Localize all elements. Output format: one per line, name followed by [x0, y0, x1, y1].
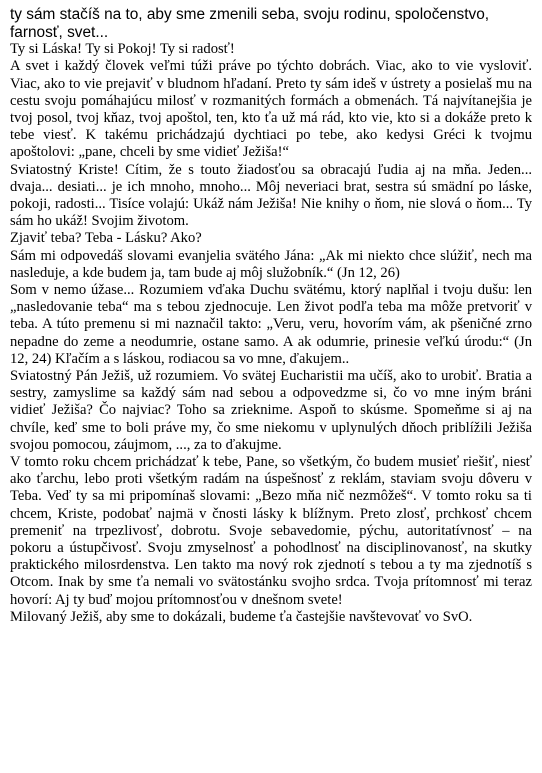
body-paragraph: Sviatostný Pán Ježiš, už rozumiem. Vo svätej Eucharistii ma učíš, ako to urobiť. Bratia a sestry, zamyslime sa každý sám nad sebou a odpovedzme si, čo vo mne iným bráni vidieť Ježiša? Čo najviac? Toho sa zrieknime. Aspoň to skúsme. Spomeňme si aj na chvíle, keď sme to boli práve my, čo sme niekomu v uplynulých dňoch priblížili Ježiša svojou pomocou, záujmom, ..., za to ďakujme.	[10, 368, 532, 453]
body-paragraph: Som v nemo úžase... Rozumiem vďaka Duchu svätému, ktorý naplňal i tvoju dušu: len „nasledovanie teba“ ma s tebou zjednocuje. Len život podľa teba ma môže pretvoriť v teba. A túto premenu si mi naznačil takto: „Veru, veru, hovorím vám, ak pšeničné zrno nepadne do zeme a neodumrie, ostane samo. A ak odumrie, prinesie veľkú úrodu:“ (Jn 12, 24) Kľačím a s láskou, rodiacou sa vo mne, ďakujem..	[10, 282, 532, 367]
body-paragraph: Sviatostný Kriste! Cítim, že s touto žiadosťou sa obracajú ľudia aj na mňa. Jeden... dvaja... desiati... je ich mnoho, mnoho... Môj neveriaci brat, sestra sú smädní po láske, pokoji, radosti... Tisíce volajú: Ukáž nám Ježiša! Nie knihy o ňom, nie slová o ňom... Ty sám ho ukáž! Svojim životom.	[10, 161, 532, 230]
acclamation-paragraph: Ty si Láska! Ty si Pokoj! Ty si radosť!	[10, 41, 235, 58]
body-paragraph: Sám mi odpovedáš slovami evanjelia svätého Jána: „Ak mi niekto chce slúžiť, nech ma nasleduje, a kde budem ja, tam bude aj môj služobník.“ (Jn 12, 26)	[10, 247, 532, 281]
body-paragraph: A svet i každý človek veľmi túži práve po týchto dobrách. Viac, ako to vie vysloviť. Viac, ako to vie prejaviť v bludnom hľadaní. Preto ty sám ideš v ústrety a posielaš mu na cestu svoju pomáhajúcu milosť v rozmanitých formách a obmenách. Tá najvítanejšia je tvoj posol, tvoj kňaz, tvoj apoštol, ten, kto ťa už má rád, kto vie, kto si a dokáže preto k tebe viesť. K takému prichádzajú dychtiaci po tebe, ako kedysi Gréci k tvojmu apoštolovi: „pane, chceli by sme vidieť Ježiša!“	[10, 58, 532, 161]
document-page	[10, 6, 532, 626]
intro-paragraph: ty sám stačíš na to, aby sme zmenili seba, svoju rodinu, spoločenstvo, farnosť, svet...	[10, 6, 490, 41]
body-paragraph: V tomto roku chcem prichádzať k tebe, Pane, so všetkým, čo budem musieť riešiť, niesť ako ťarchu, lebo proti všetkým radám na úspešnosť z reklám, staviam svoju dôveru v Teba. Veď ty sa mi pripomínaš slovami: „Bezo mňa nič nezmôžeš“. V tomto roku sa ti chcem, Kriste, podobať najmä v čnosti lásky k blížnym. Preto zlosť, prchkosť chcem premeniť na trpezlivosť, dobrotu. Svoje sebavedomie, pýchu, autoritatívnosť – na pokoru a ústupčivosť. Svoju zmyselnosť a pohodlnosť na disciplinovanosť, na skutky praktického milosrdenstva. Len takto ma nový rok zjednotí s tebou a ty ma zjednotíš s Otcom. Inak by sme ťa nemali vo svätostánku svojho srdca. Tvoja prítomnosť mi teraz hovorí: Aj ty buď mojou prítomnosťou v dnešnom svete!	[10, 454, 532, 608]
question-paragraph: Zjaviť teba? Teba - Lásku? Ako?	[10, 230, 202, 247]
closing-paragraph: Milovaný Ježiš, aby sme to dokázali, budeme ťa častejšie navštevovať vo SvO.	[10, 608, 473, 625]
